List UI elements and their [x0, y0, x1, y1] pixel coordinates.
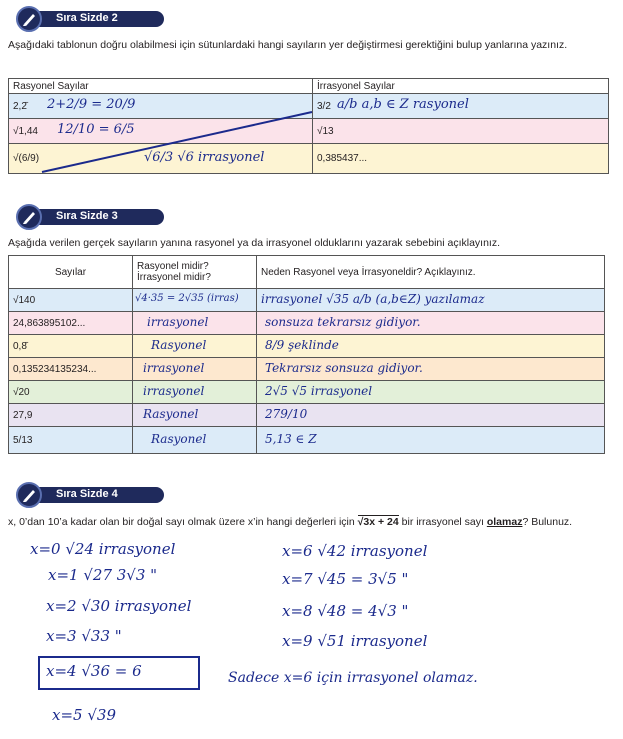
- answer-line-x0: x=0 √24 irrasyonel: [30, 540, 176, 558]
- col-sayilar-header: Sayılar: [9, 256, 133, 289]
- handwritten-answer: Rasyonel: [151, 432, 207, 446]
- handwritten-note: √6/3 √6 irrasyonel: [144, 150, 265, 165]
- cell-number: 0,8̄: [9, 335, 133, 358]
- handwritten-reason: irrasyonel √35 a/b (a,b∈Z) yazılamaz: [261, 292, 485, 306]
- cell-value: √13: [317, 125, 334, 137]
- cell-number: √140: [9, 289, 133, 312]
- answer-line-x6: x=6 √42 irrasyonel: [282, 542, 428, 560]
- cell-value: 2,2̄: [13, 100, 27, 112]
- handwritten-reason: Tekrarsız sonsuza gidiyor.: [265, 361, 423, 375]
- handwritten-reason: 2√5 √5 irrasyonel: [265, 384, 373, 398]
- table-row: [9, 289, 605, 312]
- answer-line-x3: x=3 √33 ": [46, 627, 122, 645]
- handwritten-reason: 8/9 şeklinde: [265, 338, 339, 352]
- instruction-text: bir irrasyonel sayı: [401, 516, 484, 528]
- section-3-title: Sıra Sizde 3: [56, 210, 118, 222]
- handwritten-answer: irrasyonel: [143, 384, 205, 398]
- answer-line-x4: x=4 √36 = 6: [46, 662, 142, 680]
- table-row: [9, 404, 605, 427]
- cell-value: √1,44: [13, 125, 38, 137]
- handwritten-note: a/b a,b ∈ Z rasyonel: [337, 97, 469, 112]
- instruction-text: x, 0’dan 10’a kadar olan bir doğal sayı olmak üzere x’in hangi değerleri için: [8, 516, 355, 528]
- table-row: [9, 335, 605, 358]
- col-mid-header: Rasyonel midir? İrrasyonel midir?: [133, 256, 257, 289]
- section-3-instruction: Aşağıda verilen gerçek sayıların yanına rasyonel ya da irrasyonel olduklarını yazarak sebebini açıklayınız.: [8, 237, 501, 249]
- section-2-title: Sıra Sizde 2: [56, 12, 118, 24]
- handwritten-note: 2+2/9 = 20/9: [47, 97, 136, 112]
- handwritten-answer: Rasyonel: [143, 407, 199, 421]
- handwritten-answer: irrasyonel: [143, 361, 205, 375]
- answer-line-x8: x=8 √48 = 4√3 ": [282, 602, 409, 620]
- instruction-text: ? Bulunuz.: [522, 516, 573, 528]
- pencil-icon: [16, 204, 42, 230]
- conclusion-note: Sadece x=6 için irrasyonel olamaz.: [228, 670, 478, 686]
- cell-number: √20: [9, 381, 133, 404]
- swap-arrow-line: [0, 0, 623, 200]
- handwritten-reason: 5,13 ∈ Z: [265, 432, 317, 446]
- handwritten-reason: sonsuza tekrarsız gidiyor.: [265, 315, 421, 329]
- instruction-expression: √3x + 24: [357, 516, 399, 528]
- handwritten-answer: Rasyonel: [151, 338, 207, 352]
- cell-value: 0,385437...: [317, 153, 368, 164]
- section-2-instruction: Aşağıdaki tablonun doğru olabilmesi için sütunlardaki hangi sayıların yer değiştirmesi gerektiğini bulup yanlarına yazınız.: [8, 39, 568, 51]
- table-row: [9, 358, 605, 381]
- section-3-banner: [16, 206, 166, 228]
- cell-number: 0,135234135234...: [9, 358, 133, 381]
- cell-number: 5/13: [9, 427, 133, 454]
- instruction-emphasis: olamaz: [486, 516, 523, 528]
- table-row: [9, 381, 605, 404]
- answer-line-x5: x=5 √39: [52, 706, 116, 724]
- cell-value: 3/2: [317, 100, 331, 112]
- cell-number: 27,9: [9, 404, 133, 427]
- section-4-title: Sıra Sizde 4: [56, 488, 118, 500]
- cell-value: √(6/9): [13, 153, 40, 164]
- handwritten-reason: 279/10: [265, 407, 308, 421]
- answer-line-x7: x=7 √45 = 3√5 ": [282, 570, 409, 588]
- section-3-table: [8, 255, 605, 454]
- handwritten-answer: irrasyonel: [147, 315, 209, 329]
- cell-number: 24,863895102...: [9, 312, 133, 335]
- pencil-icon: [16, 482, 42, 508]
- col-reason-header: Neden Rasyonel veya İrrasyoneldir? Açıklayınız.: [257, 256, 605, 289]
- table-row: [9, 427, 605, 454]
- answer-line-x2: x=2 √30 irrasyonel: [46, 597, 192, 615]
- handwritten-answer: √4·35 = 2√35 (irras): [135, 293, 239, 304]
- col-irrasyonel-header: İrrasyonel Sayılar: [313, 79, 609, 94]
- answer-line-x1: x=1 √27 3√3 ": [48, 566, 158, 584]
- handwritten-note: 12/10 = 6/5: [57, 122, 135, 137]
- section-4-instruction: [8, 516, 618, 529]
- section-4-banner: [16, 484, 166, 506]
- table-row: [9, 312, 605, 335]
- answer-line-x9: x=9 √51 irrasyonel: [282, 632, 428, 650]
- col-rasyonel-header: Rasyonel Sayılar: [9, 79, 313, 94]
